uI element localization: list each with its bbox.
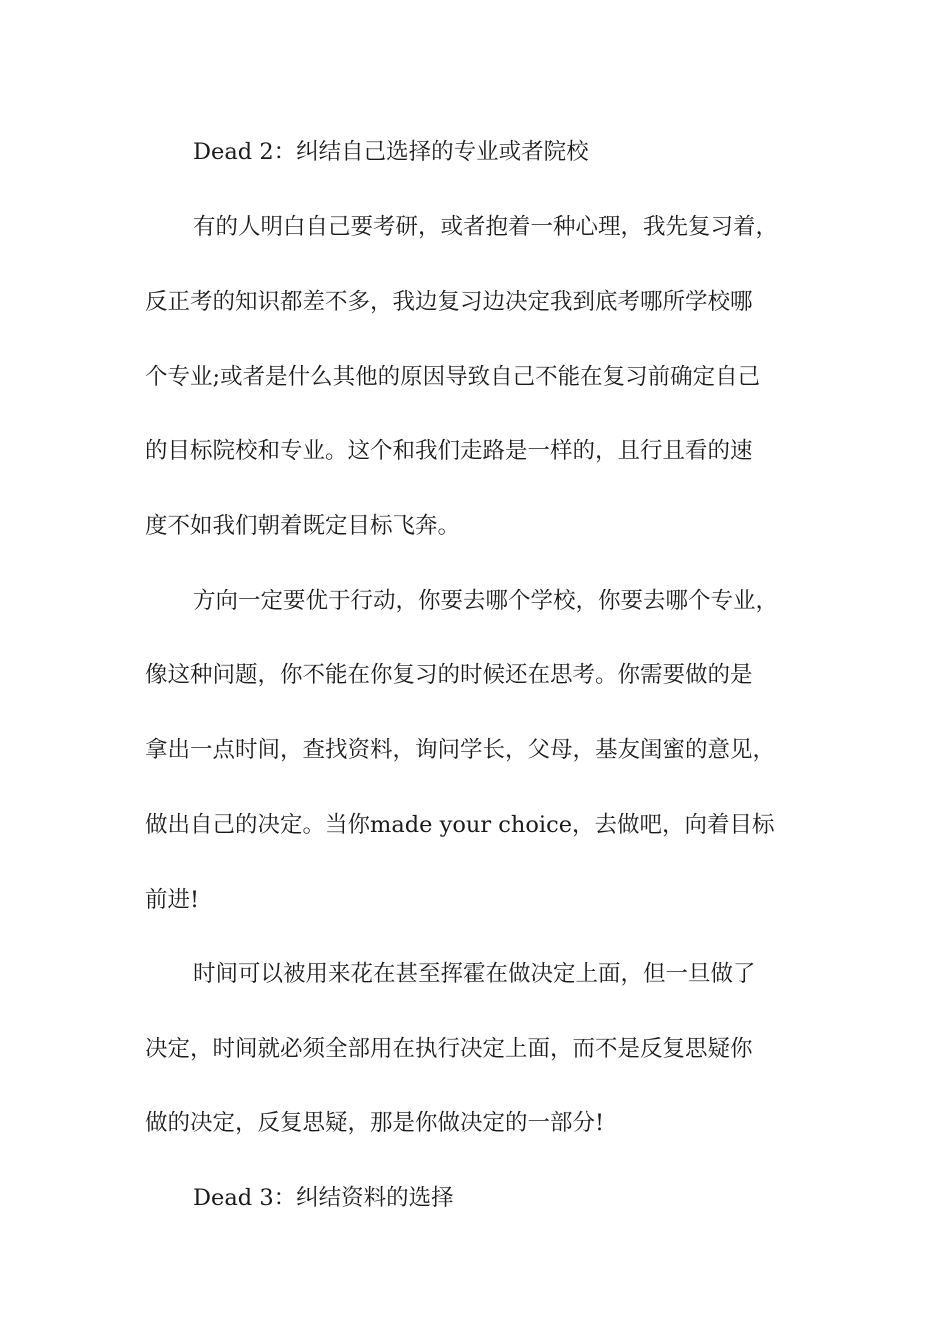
paragraph-line: 有的人明白自己要考研，或者抱着一种心理，我先复习着， bbox=[193, 214, 779, 240]
paragraph-line: 做的决定，反复思疑，那是你做决定的一部分! bbox=[145, 1110, 605, 1136]
paragraph-line: 度不如我们朝着既定目标飞奔。 bbox=[145, 513, 461, 539]
paragraph-line: 前进! bbox=[145, 887, 200, 913]
paragraph-line: 拿出一点时间，查找资料，询问学长，父母，基友闺蜜的意见， bbox=[145, 737, 776, 763]
paragraph-line: 个专业;或者是什么其他的原因导致自己不能在复习前确定自己 bbox=[145, 364, 761, 390]
paragraph-line: 反正考的知识都差不多，我边复习边决定我到底考哪所学校哪 bbox=[145, 289, 753, 315]
paragraph-line: 决定，时间就必须全部用在执行决定上面，而不是反复思疑你 bbox=[145, 1036, 753, 1062]
paragraph-line: 像这种问题，你不能在你复习的时候还在思考。你需要做的是 bbox=[145, 662, 753, 688]
paragraph-line: 做出自己的决定。当你made your choice，去做吧，向着目标 bbox=[145, 812, 775, 838]
paragraph-line: 的目标院校和专业。这个和我们走路是一样的，且行且看的速 bbox=[145, 438, 753, 464]
section-heading-dead-3: Dead 3：纠结资料的选择 bbox=[193, 1185, 454, 1211]
section-heading-dead-2: Dead 2：纠结自己选择的专业或者院校 bbox=[193, 139, 589, 165]
paragraph-line: 方向一定要优于行动，你要去哪个学校，你要去哪个专业， bbox=[193, 588, 779, 614]
paragraph-line: 时间可以被用来花在甚至挥霍在做决定上面，但一旦做了 bbox=[193, 961, 756, 987]
